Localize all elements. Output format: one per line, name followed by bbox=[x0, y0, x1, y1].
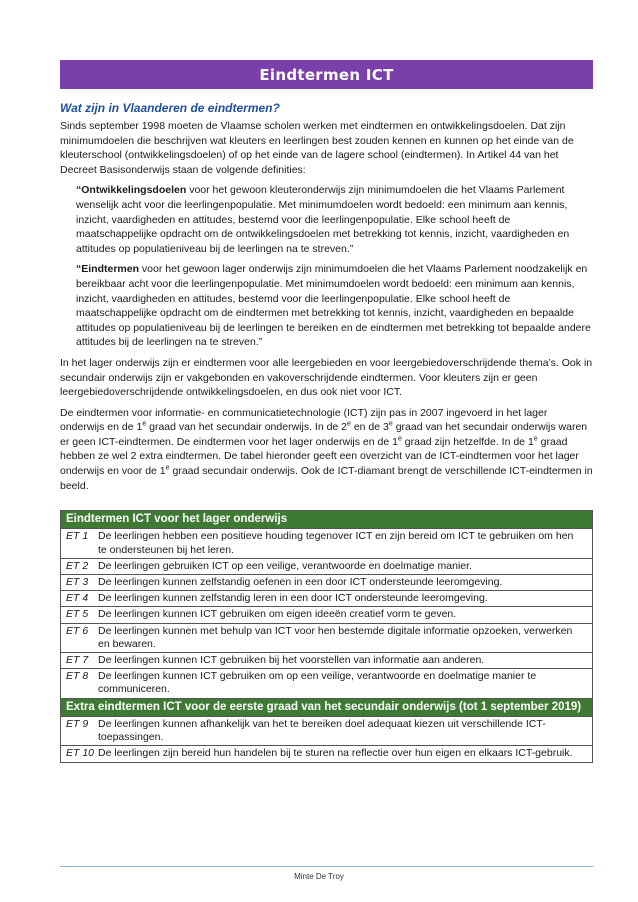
table-row: ET 10 De leerlingen zijn bereid hun handelen bij te sturen na reflectie over hun eigen en elkaars ICT-gebruik. bbox=[61, 746, 593, 762]
page bbox=[60, 60, 593, 763]
table-row: ET 1 De leerlingen hebben een positieve houding tegenover ICT en zijn bereid om ICT te gebruiken om hen te ondersteunen bij het leren. bbox=[61, 529, 593, 558]
table-header-lager: Eindtermen ICT voor het lager onderwijs bbox=[61, 511, 593, 529]
quote-text: voor het gewoon lager onderwijs zijn minimumdoelen die het Vlaams Parlement noodzakelijk en bereikbaar acht voor die leerlingenpopulatie. Met minimumdoelen wordt bedoeld: een minimum aan kennis, inzicht, vaardigheden en attitudes, bestemd voor die leerlingenpopulatie. Elke school heeft de maatschappelijke opdracht om de eindtermen met betrekking tot kennis, inzicht, vaardigheden en bepaalde attitudes op populatieniveau bij de leerlingen te bereiken en de eindtermen met betrekking tot bepaalde andere attitudes bij de leerlingen na te streven.” bbox=[76, 263, 591, 349]
quote-eindtermen bbox=[76, 262, 593, 350]
table-row: ET 6 De leerlingen kunnen met behulp van ICT voor hen bestemde digitale informatie opzoeken, verwerken en bewaren. bbox=[61, 623, 593, 652]
eindtermen-table bbox=[60, 510, 593, 762]
intro-paragraph: Sinds september 1998 moeten de Vlaamse scholen werken met eindtermen en ontwikkelingsdoelen. Dat zijn minimumdoelen die beschrijven wat kleuters en leerlingen best zouden kennen en kunnen op het einde van de kleuterschool (ontwikkelingsdoelen) of op het einde van de lagere school (eindtermen). In Artikel 44 van het Decreet Basisonderwijs staan de volgende definities: bbox=[60, 120, 574, 176]
table-row: ET 7 De leerlingen kunnen ICT gebruiken bij het voorstellen van informatie aan anderen. bbox=[61, 653, 593, 669]
table-row: ET 5 De leerlingen kunnen ICT gebruiken om eigen ideeën creatief vorm te geven. bbox=[61, 607, 593, 623]
table-row: ET 4 De leerlingen kunnen zelfstandig leren in een door ICT ondersteunde leeromgeving. bbox=[61, 591, 593, 607]
paragraph-2: In het lager onderwijs zijn er eindtermen voor alle leergebieden en voor leergebiedoverschrijdende thema’s. Ook in secundair onderwijs zijn er vakgebonden en vakoverschrijdende eindtermen. Voor kleuters zijn er geen leergebiedoverschrijdende ontwikkelingsdoelen, en dus ook niet voor ICT. bbox=[60, 356, 593, 399]
quote-ontwikkelingsdoelen bbox=[76, 183, 593, 256]
table-row: ET 2 De leerlingen gebruiken ICT op een veilige, verantwoorde en doelmatige manier. bbox=[61, 558, 593, 574]
section-heading: Wat zijn in Vlaanderen de eindtermen? bbox=[60, 101, 280, 115]
quote-term: “Ontwikkelingsdoelen bbox=[76, 184, 187, 197]
quote-term: “Eindtermen bbox=[76, 263, 140, 276]
table-row: ET 3 De leerlingen kunnen zelfstandig oefenen in een door ICT ondersteunde leeromgeving. bbox=[61, 575, 593, 591]
page-title: Eindtermen ICT bbox=[60, 60, 593, 89]
quote-text: voor het gewoon kleuteronderwijs zijn minimumdoelen die het Vlaams Parlement wenselijk acht voor die leerlingenpopulatie. Met minimumdoelen wordt bedoeld: een minimum aan kennis, inzicht, vaardigheden en attitudes, bestemd voor die leerlingenpopulatie. Elke school heeft de maatschappelijke opdracht om de ontwikkelingsdoelen met betrekking tot kennis, inzicht, vaardigheden en attitudes op populatieniveau bij de leerlingen na te streven.” bbox=[76, 184, 570, 255]
paragraph-3: De eindtermen voor informatie- en communicatietechnologie (ICT) zijn pas in 2007 ingevoerd in het lager onderwijs en de 1e graad van het secundair onderwijs. In de 2e en de 3e graad van het secundair onderwijs waren er geen ICT-eindtermen. De eindtermen voor het lager onderwijs en de 1e graad zijn hetzelfde. In de 1e graad hebben ze wel 2 extra eindtermen. De tabel hieronder geeft een overzicht van de ICT-eindtermen voor het lager onderwijs en voor de 1e graad secundair onderwijs. Ook de ICT-diamant brengt de verschillende ICT-eindtermen in beeld. bbox=[60, 406, 593, 492]
footer-divider bbox=[60, 866, 593, 867]
table-row: ET 8 De leerlingen kunnen ICT gebruiken om op een veilige, verantwoorde en doelmatige manier te communiceren. bbox=[61, 669, 593, 698]
table-row: ET 9 De leerlingen kunnen afhankelijk van het te bereiken doel adequaat kiezen uit verschillende ICT-toepassingen. bbox=[61, 716, 593, 745]
table-header-secundair: Extra eindtermen ICT voor de eerste graad van het secundair onderwijs (tot 1 september 2019) bbox=[61, 698, 593, 716]
footer-author: Minte De Troy bbox=[294, 872, 344, 881]
